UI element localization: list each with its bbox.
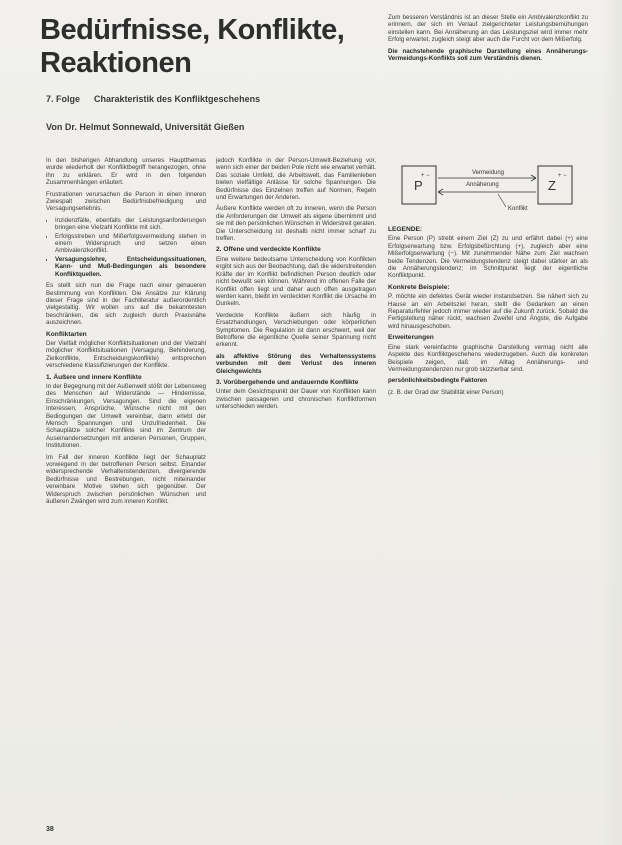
conflict-pointer (498, 194, 506, 207)
paragraph: Äußere Konflikte werden oft zu inneren, wenn die Person die Anforderungen der Umwelt als eigene übernimmt und sie mit den persönlichen Wünschen in Widerstreit geraten. Die Unterscheidung ist deshalb nicht immer scharf zu treffen. (216, 205, 376, 243)
list-item: • Erfolgsstreben und Mißerfolgsvermeidung stehen in einem Widerspruch und setzen einen Ambivalenzkonflikt. (55, 233, 206, 255)
avoid-label: Annäherung (466, 182, 499, 188)
paragraph: Eine weitere bedeutsame Unterscheidung von Konflikten ergibt sich aus der Beobachtung, daß die widerstreitenden Kräfte der im Konflikt befindlichen Person deutlich oder nicht bewußt sein können. Während im offenen Falle der Konflikt offen liegt und daher auch offen ausgetragen werden kann, bleibt im verdeckten Konflikt die Ursache im Dunkeln. (216, 255, 376, 308)
approach-avoidance-diagram (388, 152, 588, 220)
title-line-2: Reaktionen (40, 47, 192, 79)
person-sign: + − (421, 173, 430, 179)
paragraph: P. möchte ein defektes Gerät wieder instandsetzen. Sie nähert sich zu Hause an ein Arbeitsziel heran, stellt die Gedanken an einen Reparaturfehler jedoch immer wieder auf die Zukunft zurück. Sobald die Fertigstellung näher rückt, wachsen Zweifel und Ängste, die Aufgabe wird hinausgeschoben. (388, 293, 588, 330)
column-3-top (388, 14, 588, 164)
paragraph: Der Vielfalt möglicher Konfliktsituationen und der Vielzahl möglicher Konfliktsituationen (Versagung, Behinderung, Zielkonflikte, Entscheidungskonflikte) entsprechen verschiedene Klassifizierungen der Konflikte. (46, 339, 206, 370)
section-heading: 3. Vorübergehende und andauernde Konflikte (216, 378, 359, 386)
paragraph: Unter dem Gesichtspunkt der Dauer von Konflikten kann zwischen passageren und chronischen Konfliktformen unterschieden werden. (216, 388, 376, 411)
paragraph: jedoch Konflikte in der Person-Umwelt-Beziehung vor, wenn sich einer der beiden Pole nicht wie erwartet verhält. Das soziale Umfeld, die Arbeitswelt, das Familienleben bieten vielfältige Anlässe für solche Spannungen. Die Bedürfnisse des Einzelnen treffen auf Normen, Regeln und Erwartungen der Anderen. (216, 157, 376, 202)
paragraph: (z. B. der Grad der Stabilität einer Person) (388, 388, 504, 396)
paragraph: Im Fall der inneren Konflikte liegt der Schauplatz vorwiegend in der betroffenen Person selbst. Einander widersprechende Verhaltenstendenzen, divergierende Bedürfnisse und Bestrebungen, nicht miteinander vereinbare Motive stehen sich gegenüber. Der Widerspruch zwischen persönlichen Wünschen und äußeren Zwängen wird zum inneren Konflikt. (46, 453, 206, 506)
list-item: • Versagungslehre, Entscheidungssituationen, Kann- und Muß-Bedingungen als besondere Konfliktquellen. (55, 256, 206, 278)
page-edge-shadow (602, 0, 622, 845)
section-heading: Konfliktarten (46, 330, 87, 338)
section-heading: Konkrete Beispiele: (388, 283, 450, 291)
author-line: Von Dr. Helmut Sonnewald, Universität Gießen (46, 122, 245, 132)
approach-label: Vermeidung (472, 170, 505, 176)
bold-list-item: persönlichkeitsbedingte Faktoren (388, 377, 488, 385)
article-title (40, 14, 380, 80)
section-heading: Erweiterungen (388, 334, 434, 342)
title-line-1: Bedürfnisse, Konflikte, (40, 14, 345, 46)
column-2 (216, 157, 376, 817)
section-heading: 1. Äußere und innere Konflikte (46, 373, 142, 381)
paragraph: Eine stark vereinfachte graphische Darstellung vermag nicht alle Aspekte des Konfliktgeschehens wiederzugeben. Auch die konkreten Beispiele zeigen, daß im Alltag Annäherungs- und Vermeidungstendenzen nur grob skizzierbar sind. (388, 343, 588, 373)
series-number: 7. Folge (46, 94, 81, 104)
bold-statement: als affektive Störung des Verhaltenssystems verbunden mit dem Verlust des inneren Gleichgewichts (216, 352, 376, 375)
paragraph: Zum besseren Verständnis ist an dieser Stelle ein Ambivalenzkonflikt zu erinnern, der sich im Verlauf zielgerichteter Leistungsbemühungen einstellen kann. Bei Annäherung an das Leistungsziel wird immer mehr Erfolg erwartet, zugleich steigt aber auch die Furcht vor dem Mißerfolg. (388, 14, 588, 44)
intro-paragraph: In den bisherigen Abhandlung unseres Hauptthemas wurde wiederholt der Konfliktbegriff herangezogen, ohne ihn zu erklären. Er wird in den folgenden Zusammenhängen erläutert. (46, 157, 206, 187)
page-number: 38 (46, 826, 54, 833)
series-topic: Charakteristik des Konfliktgeschehens (94, 94, 261, 104)
list-item: • Inzidenzfälle, ebenfalls der Leistungsanforderungen bringen eine Vielzahl Konflikte mit sich. (55, 217, 206, 232)
column-3-bottom (388, 222, 588, 822)
legend-heading: LEGENDE: (388, 226, 423, 233)
list-intro: Frustrationen verursachen die Person in einen inneren Zwiespalt zwischen Bedürfnisbefriedigung und Versagungserlebnis. (46, 190, 206, 213)
paragraph: Es stellt sich nun die Frage nach einer genaueren Bestimmung von Konflikten. Die Ansätze zur Klärung dieser Frage sind in der Fachliteratur außerordentlich vielgestaltig. Wir wollen uns auf die bekanntesten beschränken, die sich zugleich durch Praxisnähe auszeichnen. (46, 282, 206, 327)
conflict-source-list (46, 217, 206, 278)
section-heading: 2. Offene und verdeckte Konflikte (216, 246, 321, 254)
legend-text: Eine Person (P) strebt einem Ziel (Z) zu und erfährt dabei (+) eine Erfolgserwartung bzw. Erfolgsbefürchtung (+), zugleich aber eine Mißerfolgserwartung (−). Mit zunehmender Nähe zum Ziel wachsen beide Tendenzen. Die Vermeidungstendenz steigt dabei stärker an als die Annäherungstendenz; im Schnittpunkt liegt der eigentliche Konfliktpunkt. (388, 235, 588, 280)
goal-sign: + − (558, 173, 567, 179)
conflict-label: Konflikt (508, 206, 528, 212)
column-1 (46, 157, 206, 817)
series-line (46, 94, 376, 104)
paragraph: Verdeckte Konflikte äußern sich häufig in Ersatzhandlungen, Verschiebungen oder körperlichen Symptomen. Die Regulation ist dann erschwert, weil der Betroffene die eigentliche Quelle seiner Spannung nicht erkennt. (216, 311, 376, 349)
paragraph: Die nachstehende graphische Darstellung eines Annäherungs-Vermeidungs-Konflikts soll zum Verständnis dienen. (388, 47, 588, 63)
person-label: P (414, 178, 423, 193)
goal-label: Z (548, 178, 556, 193)
paragraph: In der Begegnung mit der Außenwelt stößt der Lebensweg des Menschen auf Widerstände — Hindernisse, Einschränkungen, Versagungen. Sind die eigenen Interessen, Ansprüche, Wünsche nicht mit den Bedingungen der Umwelt vereinbar, dann erlebt der Mensch Spannungen und Unzufriedenheit. Die Schauplätze solcher Konflikte sind im Zentrum der Auseinandersetzungen mit anderen Personen, Gruppen, Institutionen. (46, 382, 206, 450)
